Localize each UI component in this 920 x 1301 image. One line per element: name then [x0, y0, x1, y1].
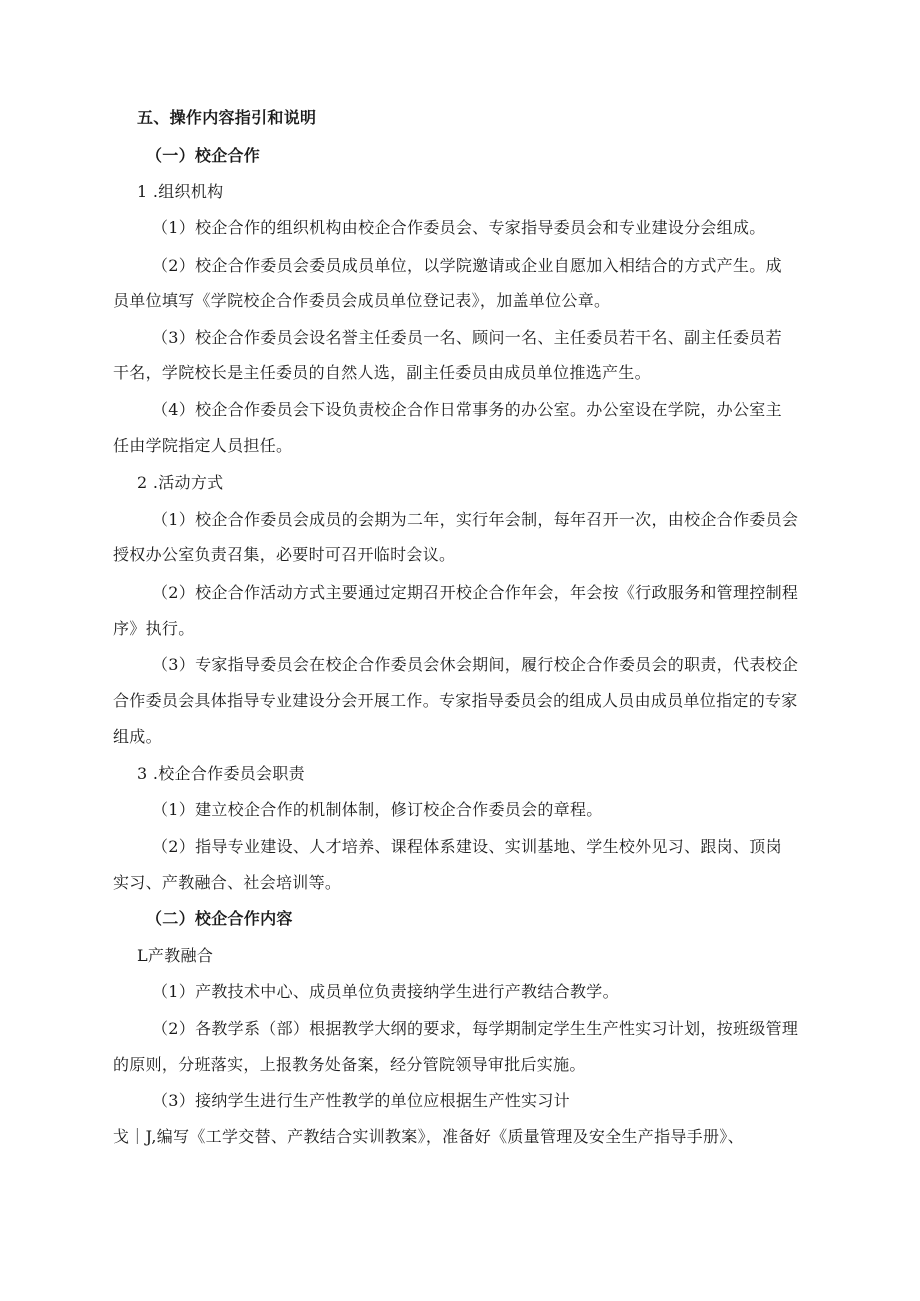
item2-title: 2 .活动方式 [137, 473, 224, 492]
item2-paragraph-2-line-2: 序》执行。 [113, 619, 195, 638]
item2-paragraph-1-line-1: （1）校企合作委员会成员的会期为二年，实行年会制，每年召开一次，由校企合作委员会 [152, 510, 799, 529]
item2-paragraph-3-line-2: 合作委员会具体指导专业建设分会开展工作。专家指导委员会的组成人员由成员单位指定的专家 [113, 691, 798, 710]
section2-item1-paragraph-3-continuation: 戈｜J,编写《工学交替、产教结合实训教案》，准备好《质量管理及安全生产指导手册》、 [113, 1127, 744, 1146]
section2-title: （二）校企合作内容 [146, 909, 293, 928]
item3-paragraph-1: （1）建立校企合作的机制体制，修订校企合作委员会的章程。 [152, 800, 603, 819]
section2-item1-paragraph-3: （3）接纳学生进行生产性教学的单位应根据生产性实习计 [152, 1091, 570, 1110]
item3-title: 3 .校企合作委员会职责 [137, 764, 305, 783]
item1-paragraph-4-line-2: 任由学院指定人员担任。 [113, 436, 293, 455]
item2-paragraph-3-line-3: 组成。 [113, 727, 162, 746]
heading-main: 五、操作内容指引和说明 [137, 108, 317, 127]
item1-title: 1 .组织机构 [137, 182, 224, 201]
section2-item1-paragraph-1: （1）产教技术中心、成员单位负责接纳学生进行产教结合教学。 [152, 982, 619, 1001]
section2-item1-title: L产教融合 [137, 946, 214, 965]
item1-paragraph-4-line-1: （4）校企合作委员会下设负责校企合作日常事务的办公室。办公室设在学院，办公室主 [152, 400, 782, 419]
item1-paragraph-3-line-2: 干名，学院校长是主任委员的自然人选，副主任委员由成员单位推选产生。 [113, 363, 651, 382]
item3-paragraph-2-line-2: 实习、产教融合、社会培训等。 [113, 873, 342, 892]
item2-paragraph-3-line-1: （3）专家指导委员会在校企合作委员会休会期间，履行校企合作委员会的职责，代表校企 [152, 655, 799, 674]
item1-paragraph-2-line-1: （2）校企合作委员会委员成员单位，以学院邀请或企业自愿加入相结合的方式产生。成 [152, 256, 782, 275]
section1-title: （一）校企合作 [146, 146, 261, 165]
item3-paragraph-2-line-1: （2）指导专业建设、人才培养、课程体系建设、实训基地、学生校外见习、跟岗、顶岗 [152, 837, 782, 856]
item2-paragraph-1-line-2: 授权办公室负责召集，必要时可召开临时会议。 [113, 545, 456, 564]
item1-paragraph-3-line-1: （3）校企合作委员会设名誉主任委员一名、顾问一名、主任委员若干名、副主任委员若 [152, 328, 782, 347]
item1-paragraph-1: （1）校企合作的组织机构由校企合作委员会、专家指导委员会和专业建设分会组成。 [152, 218, 766, 237]
item1-paragraph-2-line-2: 员单位填写《学院校企合作委员会成员单位登记表》，加盖单位公章。 [113, 291, 611, 310]
section2-item1-paragraph-2-line-1: （2）各教学系（部）根据教学大纲的要求，每学期制定学生生产性实习计划，按班级管理 [152, 1019, 799, 1038]
section2-item1-paragraph-2-line-2: 的原则，分班落实，上报教务处备案，经分管院领导审批后实施。 [113, 1055, 586, 1074]
item2-paragraph-2-line-1: （2）校企合作活动方式主要通过定期召开校企合作年会，年会按《行政服务和管理控制程 [152, 583, 799, 602]
